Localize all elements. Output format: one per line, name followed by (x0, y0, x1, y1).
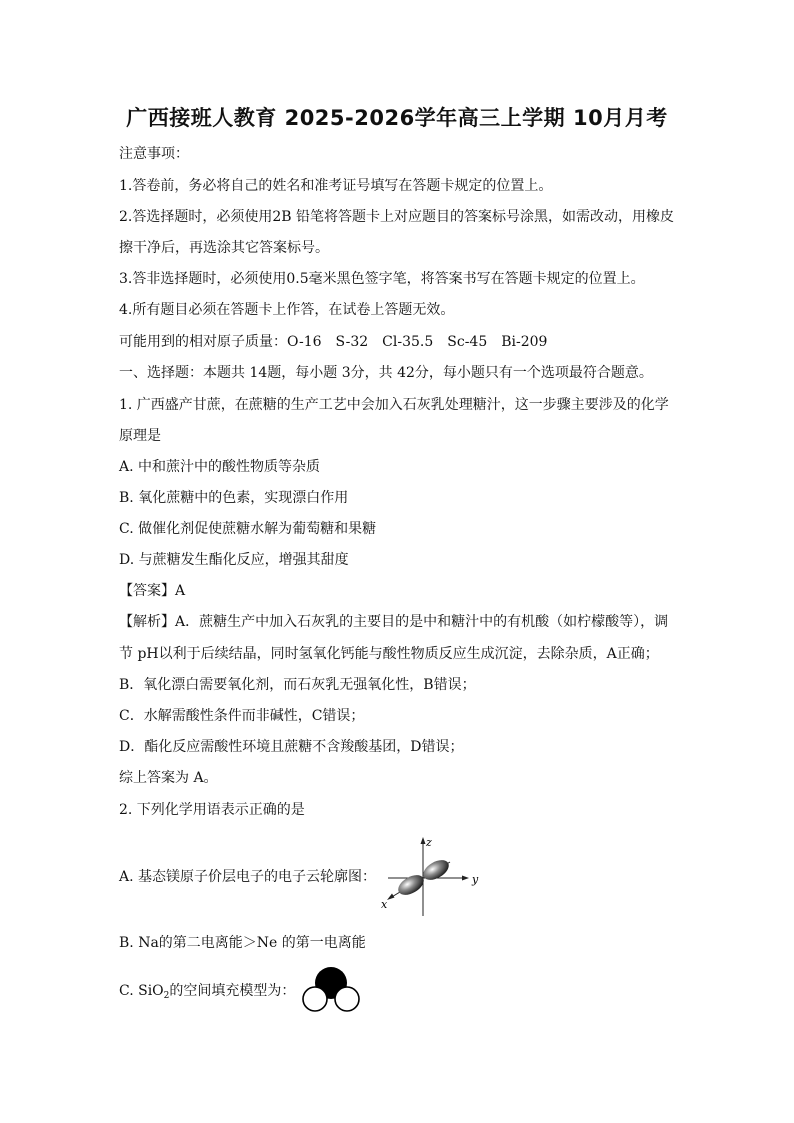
oxygen-atom-left (303, 987, 327, 1011)
q1-analysis-line4: C．水解需酸性条件而非碱性，C错误； (119, 708, 365, 724)
y-axis-arrow (462, 876, 469, 881)
notice-item-1: 1.答卷前，务必将自己的姓名和准考证号填写在答题卡规定的位置上。 (119, 178, 553, 194)
q2-option-c-prefix: C. SiO (119, 983, 164, 999)
notice-item-4: 4.所有题目必须在答题卡上作答，在试卷上答题无效。 (119, 302, 455, 318)
orbital-lobe-lower (395, 871, 427, 899)
q1-option-b: B. 氧化蔗糖中的色素，实现漂白作用 (119, 490, 349, 506)
q1-analysis-line5: D．酯化反应需酸性环境且蔗糖不含羧酸基团，D错误； (119, 739, 464, 755)
notice-item-3: 3.答非选择题时，必须使用0.5毫米黑色签字笔，将答案书写在答题卡规定的位置上。 (119, 271, 645, 287)
q1-answer: 【答案】A (119, 583, 186, 599)
q1-stem-line2: 原理是 (119, 428, 161, 444)
q2-option-c (119, 982, 295, 1005)
page-title: 广西接班人教育 2025-2026学年高三上学期 10月月考 (126, 106, 668, 130)
notice-item-2-cont: 擦干净后，再选涂其它答案标号。 (119, 240, 329, 256)
q2-option-b: B. Na的第二电离能＞Ne 的第一电离能 (119, 935, 366, 951)
q1-option-a: A. 中和蔗汁中的酸性物质等杂质 (119, 459, 321, 475)
q1-stem-line1: 1. 广西盛产甘蔗，在蔗糖的生产工艺中会加入石灰乳处理糖汁，这一步骤主要涉及的化学 (119, 397, 669, 413)
atomic-masses: 可能用到的相对原子质量：O-16 S-32 Cl-35.5 Sc-45 Bi-209 (119, 334, 548, 350)
q1-analysis-line2: 节 pH以利于后续结晶，同时氢氧化钙能与酸性物质反应生成沉淀，去除杂质，A正确； (119, 646, 659, 662)
x-axis-arrow (387, 894, 395, 901)
q2-option-c-subscript: 2 (163, 991, 170, 1001)
notice-heading: 注意事项： (119, 146, 189, 162)
notice-item-2: 2.答选择题时，必须使用2B 铅笔将答题卡上对应题目的答案标号涂黑，如需改动，用橡皮 (119, 209, 675, 225)
section-heading: 一、选择题：本题共 14题，每小题 3分，共 42分，每小题只有一个选项最符合题意。 (119, 365, 653, 381)
q2-option-a: A. 基态镁原子价层电子的电子云轮廓图： (119, 869, 377, 885)
z-axis-arrow (421, 837, 426, 844)
q1-option-c: C. 做催化剂促使蔗糖水解为葡萄糖和果糖 (119, 521, 377, 537)
orbital-lobe-upper (420, 856, 452, 884)
axis-label-z: z (426, 836, 432, 849)
q1-analysis-line6: 综上答案为 A。 (119, 770, 218, 786)
p-orbital-diagram (378, 834, 488, 920)
q1-analysis-line3: B．氧化漂白需要氧化剂，而石灰乳无强氧化性，B错误； (119, 677, 476, 693)
oxygen-atom-right (335, 987, 359, 1011)
q1-option-d: D. 与蔗糖发生酯化反应，增强其甜度 (119, 552, 349, 568)
q1-analysis-line1: 【解析】A．蔗糖生产中加入石灰乳的主要目的是中和糖汁中的有机酸（如柠檬酸等），调 (119, 614, 669, 630)
axis-label-x: x (381, 898, 388, 911)
q2-stem: 2. 下列化学用语表示正确的是 (119, 802, 305, 818)
q2-option-c-suffix: 的空间填充模型为： (169, 983, 296, 999)
sio2-space-filling-model (298, 966, 364, 1016)
axis-label-y: y (472, 873, 479, 886)
